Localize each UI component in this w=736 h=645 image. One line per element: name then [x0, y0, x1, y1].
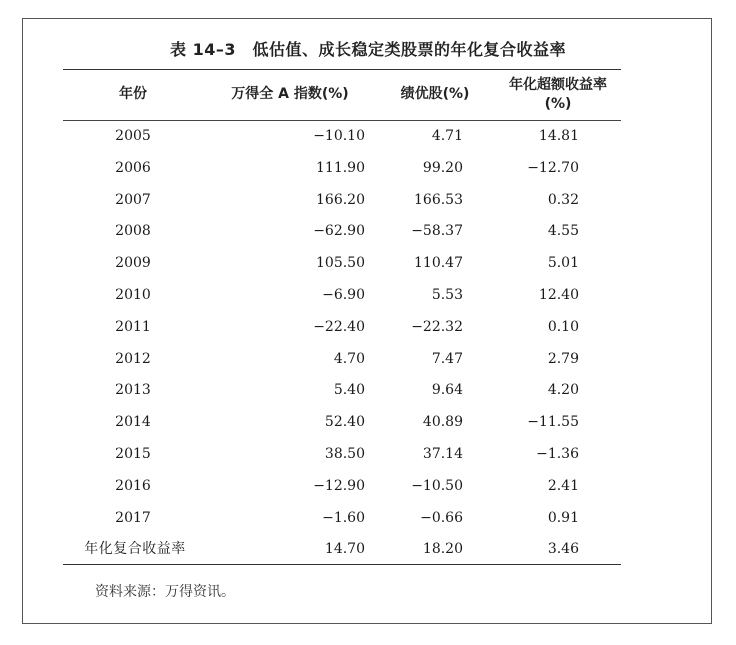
cell-year: 2017	[115, 509, 151, 526]
cell-year: 2010	[115, 286, 151, 303]
cell-excess: 12.40	[538, 286, 579, 303]
cell-wind: 5.40	[333, 382, 365, 399]
cell-year: 2011	[115, 318, 151, 335]
cell-blue: 40.89	[422, 414, 463, 431]
cell-year: 2007	[115, 191, 151, 208]
cell-blue: 9.64	[431, 382, 463, 399]
table-row	[63, 503, 621, 535]
header-year: 年份	[119, 86, 147, 102]
cell-year: 2008	[115, 223, 151, 240]
cell-wind: −6.90	[322, 286, 365, 303]
cell-year: 2015	[115, 445, 151, 462]
cell-excess: −1.36	[536, 445, 579, 462]
cell-excess: 0.10	[547, 318, 579, 335]
cell-blue: 99.20	[422, 159, 463, 176]
cell-excess: 0.91	[547, 509, 579, 526]
cell-blue: 37.14	[422, 445, 463, 462]
header-blue-chip: 绩优股(%)	[400, 86, 470, 102]
cell-blue: 110.47	[414, 255, 463, 272]
table-row	[63, 312, 621, 344]
table-body	[63, 121, 621, 566]
cell-excess: 14.81	[538, 128, 579, 144]
cell-blue: 7.47	[431, 350, 463, 367]
table-row	[63, 344, 621, 376]
table-row	[63, 439, 621, 471]
cell-blue: 4.71	[431, 128, 463, 144]
summary-blue: 18.20	[422, 541, 463, 558]
table-row	[63, 185, 621, 217]
cell-excess: 4.20	[547, 382, 579, 399]
table-row	[63, 375, 621, 407]
cell-excess: 5.01	[547, 255, 579, 272]
cell-blue: 166.53	[414, 191, 463, 208]
table-row	[63, 248, 621, 280]
summary-excess: 3.46	[547, 541, 579, 558]
cell-excess: −12.70	[527, 159, 579, 176]
cell-wind: 105.50	[316, 255, 365, 272]
cell-wind: −12.90	[313, 477, 365, 494]
cell-wind: −1.60	[322, 509, 365, 526]
table-row	[63, 407, 621, 439]
cell-blue: 5.53	[431, 286, 463, 303]
cell-wind: −10.10	[313, 128, 365, 144]
source-note: 资料来源：万得资讯。	[95, 584, 235, 600]
table-row	[63, 216, 621, 248]
summary-row	[63, 534, 621, 566]
table-title: 表 14–3 低估值、成长稳定类股票的年化复合收益率	[170, 40, 566, 59]
table-frame	[22, 18, 712, 624]
summary-wind: 14.70	[324, 541, 365, 558]
cell-wind: 166.20	[316, 191, 365, 208]
table-row	[63, 280, 621, 312]
cell-blue: −10.50	[411, 477, 463, 494]
cell-excess: 2.41	[547, 477, 579, 494]
cell-year: 2006	[115, 159, 151, 176]
cell-blue: −0.66	[420, 509, 463, 526]
cell-excess: 4.55	[547, 223, 579, 240]
cell-excess: 2.79	[547, 350, 579, 367]
cell-wind: −62.90	[313, 223, 365, 240]
table-row	[63, 153, 621, 185]
header-excess-return	[495, 69, 621, 120]
cell-wind: 52.40	[324, 414, 365, 431]
header-excess-label: 年化超额收益率(%)	[509, 76, 607, 112]
cell-blue: −58.37	[411, 223, 463, 240]
cell-wind: 4.70	[333, 350, 365, 367]
cell-wind: 111.90	[316, 159, 365, 176]
table-row	[63, 471, 621, 503]
cell-year: 2016	[115, 477, 151, 494]
cell-year: 2005	[115, 128, 151, 144]
cell-year: 2009	[115, 255, 151, 272]
cell-wind: 38.50	[324, 445, 365, 462]
cell-year: 2014	[115, 414, 151, 431]
bottom-rule	[63, 564, 621, 565]
cell-wind: −22.40	[313, 318, 365, 335]
header-wind-index: 万得全 A 指数(%)	[231, 86, 349, 102]
cell-blue: −22.32	[411, 318, 463, 335]
cell-year: 2013	[115, 382, 151, 399]
cell-year: 2012	[115, 350, 151, 367]
cell-excess: −11.55	[527, 414, 579, 431]
cell-excess: 0.32	[547, 191, 579, 208]
table-row	[63, 121, 621, 153]
summary-label: 年化复合收益率	[84, 541, 186, 558]
